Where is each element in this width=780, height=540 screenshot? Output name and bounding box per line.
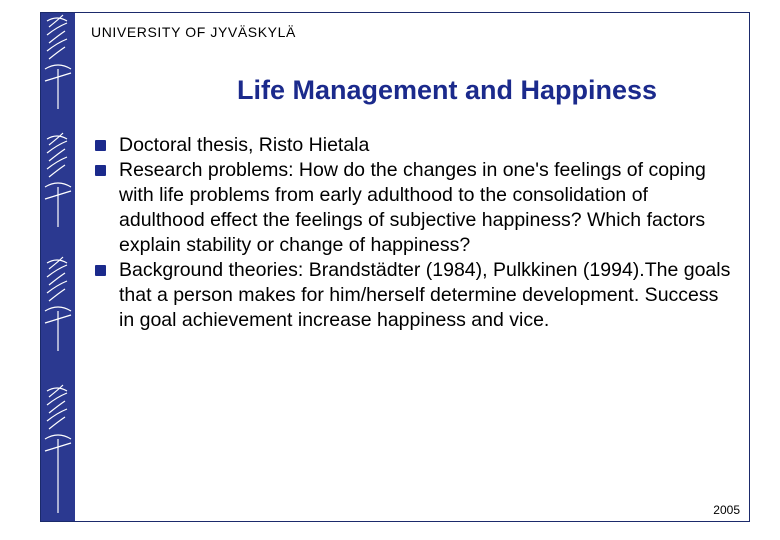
footer-year: 2005: [713, 503, 740, 517]
bullet-item: [93, 258, 733, 333]
institution-name: UNIVERSITY OF JYVÄSKYLÄ: [91, 24, 296, 40]
slide: [40, 12, 750, 522]
logo-motif-icon: [45, 385, 71, 513]
square-bullet-icon: [95, 140, 106, 151]
logo-motif-icon: [45, 15, 71, 109]
square-bullet-icon: [95, 165, 106, 176]
sidebar-logo-strip: [41, 13, 75, 521]
logo-motif-icon: [45, 133, 71, 227]
logo-motif-icon: [45, 257, 71, 351]
bullet-item: [93, 158, 733, 258]
university-logo-pattern-icon: [41, 13, 75, 521]
slide-title: Life Management and Happiness: [236, 75, 658, 105]
bullet-text: Doctoral thesis, Risto Hietala: [119, 134, 370, 156]
bullet-text: Background theories: Brandstädter (1984), Pulkkinen (1994).The goals that a person makes for him/herself determine development. Success in goal achievement increase happiness and vice.: [119, 259, 731, 331]
bullet-text: Research problems: How do the changes in one's feelings of coping with life problems from early adulthood to the consolidation of adulthood effect the feelings of subjective happiness? Which factors explain stability or change of happiness?: [119, 159, 706, 256]
bullet-item: [93, 133, 733, 158]
bullet-list: [93, 133, 733, 333]
square-bullet-icon: [95, 265, 106, 276]
